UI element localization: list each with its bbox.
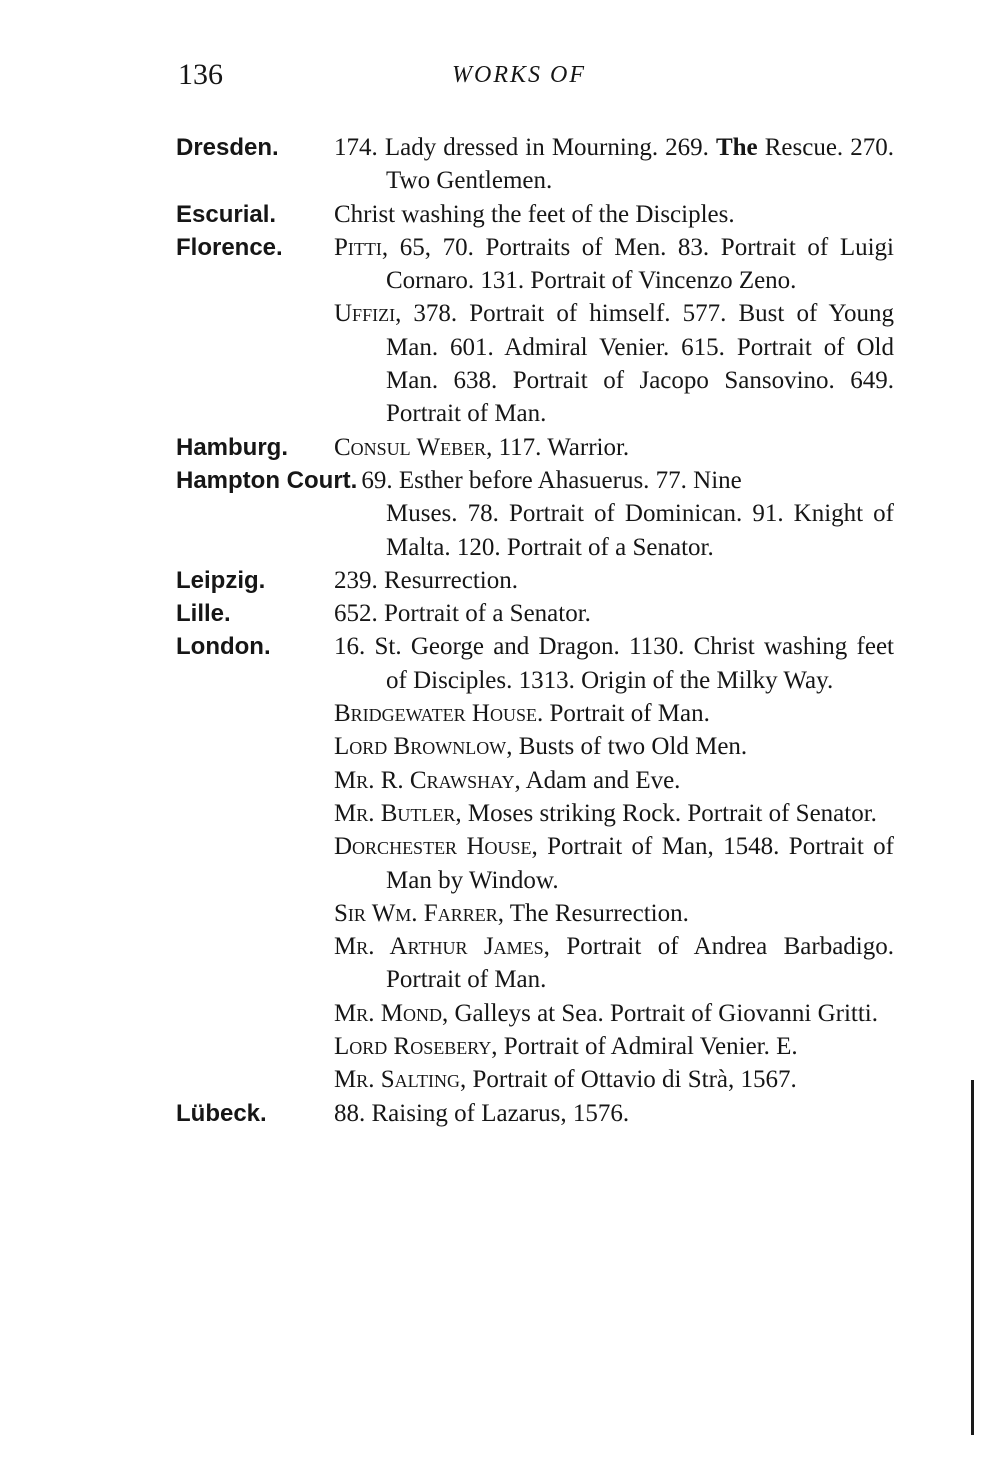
entry-text: Rescue. 270. Two Gentlemen. <box>386 134 894 195</box>
collection-name: Uffizi <box>334 300 396 328</box>
index-entry <box>176 431 894 464</box>
entry-item <box>334 930 894 997</box>
entry-text: 239. Resurrection. <box>334 566 518 594</box>
entry-text: , Galleys at Sea. Portrait of Giovanni Gritti. <box>441 999 878 1027</box>
entry-text: , The Resurrection. <box>497 899 689 927</box>
entry-item <box>334 198 894 231</box>
entry-item <box>334 764 894 797</box>
collection-name: Dorchester House <box>334 833 532 861</box>
collection-name: Lord Brownlow <box>334 733 507 761</box>
index-entry <box>176 597 894 630</box>
entry-text: , Portrait of Ottavio di Strà, 1567. <box>459 1066 797 1094</box>
entry-item <box>334 997 894 1030</box>
collection-name: Sir Wm. Farrer <box>334 899 498 927</box>
entry-item <box>334 297 894 430</box>
entry-text: , Portrait of Admiral Venier. E. <box>491 1033 798 1061</box>
entry-place: Hamburg. <box>176 433 289 461</box>
entry-place: Lübeck. <box>176 1099 267 1127</box>
entry-item <box>334 131 894 198</box>
entry-place: Lille. <box>176 600 231 628</box>
entry-text: Christ washing the feet of the Disciples. <box>334 200 735 228</box>
entry-text: , Adam and Eve. <box>514 766 681 794</box>
entry-place: Escurial. <box>176 200 277 228</box>
entry-item <box>334 1030 894 1063</box>
entry-text: , 378. Portrait of himself. 577. Bust of Young Man. 601. Admiral Venier. 615. Portrait of Old Man. 638. Portrait of Jacopo Sansovino. 649. Portrait of Man. <box>386 300 894 428</box>
collection-name: Lord Rosebery <box>334 1033 492 1061</box>
index-entry <box>176 630 894 1096</box>
collection-name: Mr. Mond <box>334 999 442 1027</box>
index-entry <box>176 564 894 597</box>
collection-name: Mr. Butler <box>334 799 456 827</box>
index-entry <box>176 231 894 431</box>
entry-text: , Portrait of Man, 1548. Portrait of Man by Window. <box>386 833 895 894</box>
entry-place: Leipzig. <box>176 566 266 594</box>
entry-text: , 117. Warrior. <box>486 433 630 461</box>
entry-text: . Portrait of Man. <box>536 700 710 728</box>
entry-item: 69. Esther before Ahasuerus. 77. Nine <box>361 466 742 494</box>
index-entry <box>176 464 894 564</box>
page-number: 136 <box>178 58 223 91</box>
entry-text: 174. Lady dressed in Mourning. 269. <box>334 134 716 161</box>
entry-item <box>334 897 894 930</box>
collection-name: Pitti <box>334 233 382 261</box>
entry-item <box>334 1097 894 1130</box>
entry-item <box>334 431 894 464</box>
entry-place: Florence. <box>176 233 283 261</box>
entry-text: , Portrait of Andrea Barbadigo. Portrait of Man. <box>386 933 894 994</box>
entry-text: 16. St. George and Dragon. 1130. Christ washing feet of Disciples. 1313. Origin of the Milky Way. <box>334 633 894 694</box>
index-entry <box>176 131 894 198</box>
collection-name: Bridgewater House <box>334 700 537 728</box>
entry-item <box>334 697 894 730</box>
running-title: WORKS OF <box>452 62 586 88</box>
entry-text: , 65, 70. Portraits of Men. 83. Portrait of Luigi Cornaro. 131. Portrait of Vincenzo Zeno. <box>381 233 894 295</box>
collection-name: Mr. Arthur James <box>334 933 544 961</box>
entry-item <box>334 730 894 763</box>
index-entries <box>176 131 894 1130</box>
margin-rule <box>971 1080 974 1435</box>
entry-place: Dresden. <box>176 134 279 161</box>
entry-item-continuation: Muses. 78. Portrait of Dominican. 91. Knight of Malta. 120. Portrait of a Senator. <box>386 500 894 561</box>
entry-text: , Moses striking Rock. Portrait of Senator. <box>455 799 877 827</box>
entry-text: , Busts of two Old Men. <box>506 733 748 761</box>
index-entry <box>176 198 894 231</box>
entry-item <box>334 797 894 830</box>
entry-place: Hampton Court. <box>176 466 358 494</box>
entry-item <box>334 564 894 597</box>
entry-text: The <box>715 134 758 161</box>
collection-name: Mr. Salting <box>334 1066 460 1094</box>
entry-text: 652. Portrait of a Senator. <box>334 600 591 628</box>
entry-item <box>334 597 894 630</box>
collection-name: Mr. R. Crawshay <box>334 766 515 794</box>
collection-name: Consul Weber <box>334 433 487 461</box>
index-entry <box>176 1097 894 1130</box>
entry-item <box>334 630 894 697</box>
entry-item <box>334 1063 894 1096</box>
entry-place: London. <box>176 633 271 661</box>
entry-text: 88. Raising of Lazarus, 1576. <box>334 1099 630 1127</box>
entry-item <box>334 830 895 897</box>
entry-item <box>334 231 894 298</box>
